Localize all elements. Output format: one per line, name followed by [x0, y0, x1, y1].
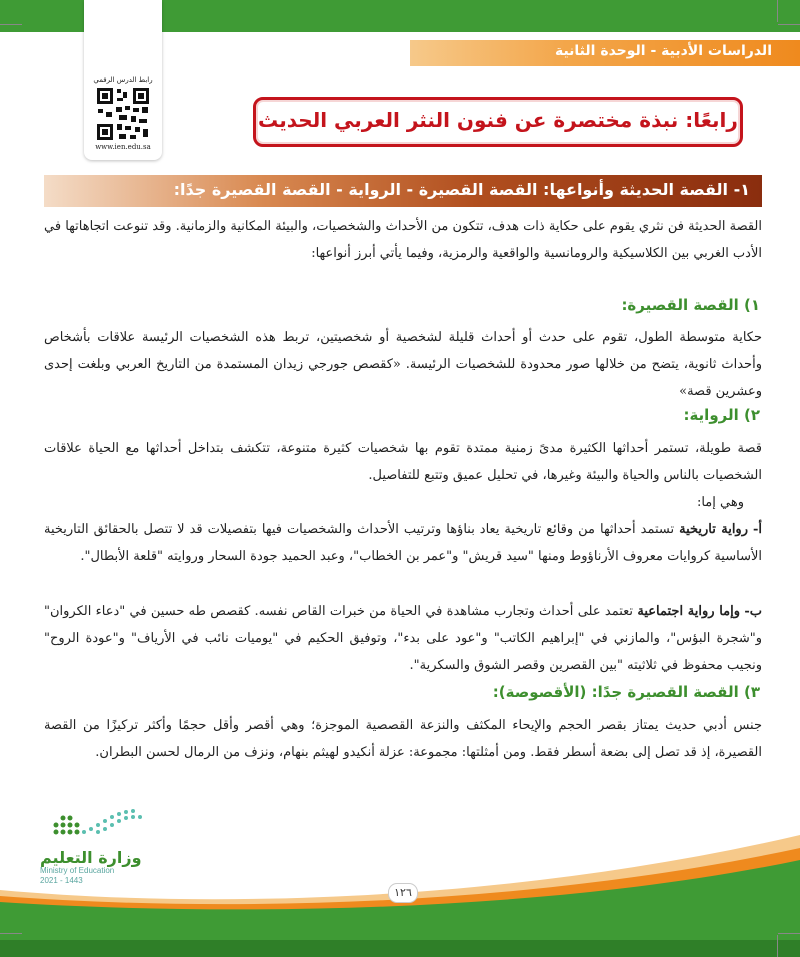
page-number: ١٢٦: [388, 883, 418, 903]
section-heading-bar: [44, 175, 762, 207]
qr-code-icon[interactable]: [95, 86, 151, 142]
ministry-name-ar: وزارة التعليم: [40, 848, 142, 867]
very-short-story-paragraph: جنس أدبي حديث يمتاز بقصر الحجم والإيحاء المكثف والنزعة القصصية الموجزة؛ وهي أقصر وأقل حجمًا وأكثر تركيزًا من القصة القصيرة، إذ قد تصل إلى بضعة أسطر فقط. ومن أمثلتها: مجموعة: عزلة أنكيدو لهيثم بنهام، ونزف من الرمال لحسن البطران.: [44, 718, 762, 760]
qr-card[interactable]: [84, 0, 162, 160]
crop-mark: [0, 24, 22, 25]
qr-label: رابط الدرس الرقمي: [93, 76, 153, 84]
qr-url[interactable]: www.ien.edu.sa: [95, 143, 151, 151]
subtype-label-social: وإما رواية اجتماعية: [637, 604, 741, 619]
historical-novel-paragraph: [44, 516, 762, 570]
crop-mark: [778, 24, 800, 25]
section-heading: ١- القصة الحديثة وأنواعها: القصة القصيرة - الرواية - القصة القصيرة جدًا:: [173, 180, 750, 199]
social-novel-paragraph: [44, 598, 762, 679]
subtype-text-historical: تستمد أحداثها من وقائع تاريخية يعاد بناؤها وترتيب الأحداث والشخصيات فيها بتفصيلات قد لا تتصل بالحقائق التاريخية الأساسية كروايات معروف الأرناؤوط ومنها "سيد قريش" و"عمر بن الخطاب"، وعبد الحميد جودة السحار وروايته "قلعة الأبطال".: [44, 522, 762, 564]
ministry-year: 2021 - 1443: [40, 876, 83, 885]
novel-paragraph: قصة طويلة، تستمر أحداثها الكثيرة مدىً زمنية ممتدة تقوم بها شخصيات كثيرة متنوعة، تتكشف بتداخل أحداثها مع الحياة علاقات الشخصيات بالناس والحياة والبيئة وغيرها، في تحليل عميق وتتبع للتفاصيل.: [44, 441, 762, 483]
type-heading-very-short-story: ٣) القصة القصيرة جدًا: (الأقصوصة):: [492, 683, 760, 701]
intro-paragraph: القصة الحديثة فن نثري يقوم على حكاية ذات هدف، تتكون من الأحداث والشخصيات، والبيئة المكانية والزمانية. وقد تنوعت اتجاهاتها في الأدب الغربي بين الكلاسيكية والرومانسية والواقعية والرمزية، وفيما يأتي أبرز أنواعها:: [44, 219, 762, 261]
crop-mark: [0, 933, 22, 934]
subtype-letter: ب-: [744, 604, 762, 619]
type-heading-short-story: ١) القصة القصيرة:: [621, 296, 760, 314]
unit-banner: [410, 40, 800, 66]
crop-mark: [777, 935, 778, 957]
lesson-title-box: [253, 97, 743, 147]
unit-banner-text: الدراسات الأدبية - الوحدة الثانية: [554, 43, 772, 59]
crop-mark: [778, 933, 800, 934]
ministry-name-en: Ministry of Education: [40, 866, 115, 875]
subtype-text-social: تعتمد على أحداث وتجارب مشاهدة في الحياة من خبرات القاص نفسه. كقصص طه حسين في "دعاء الكروان" و"شجرة البؤس"، والمازني في "إبراهيم الكاتب" و"عود على بدء"، وتوفيق الحكيم في "يوميات نائب في الأرياف" و"عودة الروح" ونجيب محفوظ في ثلاثيته "بين القصرين وقصر الشوق والسكرية".: [44, 604, 762, 673]
short-story-paragraph: حكاية متوسطة الطول، تقوم على حدث أو أحداث قليلة لشخصية أو شخصيتين، تربط هذه الشخصيات الرئيسة علاقات بأشخاص وأحداث ثانوية، يتضح من خلالها صور محدودة للشخصيات الرئيسة. «كقصص جورجي زيدان المستمدة من التاريخ العربي وبلغت إحدى وعشرين قصة»: [44, 330, 762, 399]
novel-subintro: وهي إما:: [696, 495, 744, 510]
subtype-letter: أ-: [752, 522, 762, 537]
type-heading-novel: ٢) الرواية:: [683, 406, 760, 424]
subtype-label-historical: رواية تاريخية: [679, 522, 748, 537]
crop-mark: [777, 0, 778, 22]
lesson-title: رابعًا: نبذة مختصرة عن فنون النثر العربي الحديث: [258, 108, 738, 132]
